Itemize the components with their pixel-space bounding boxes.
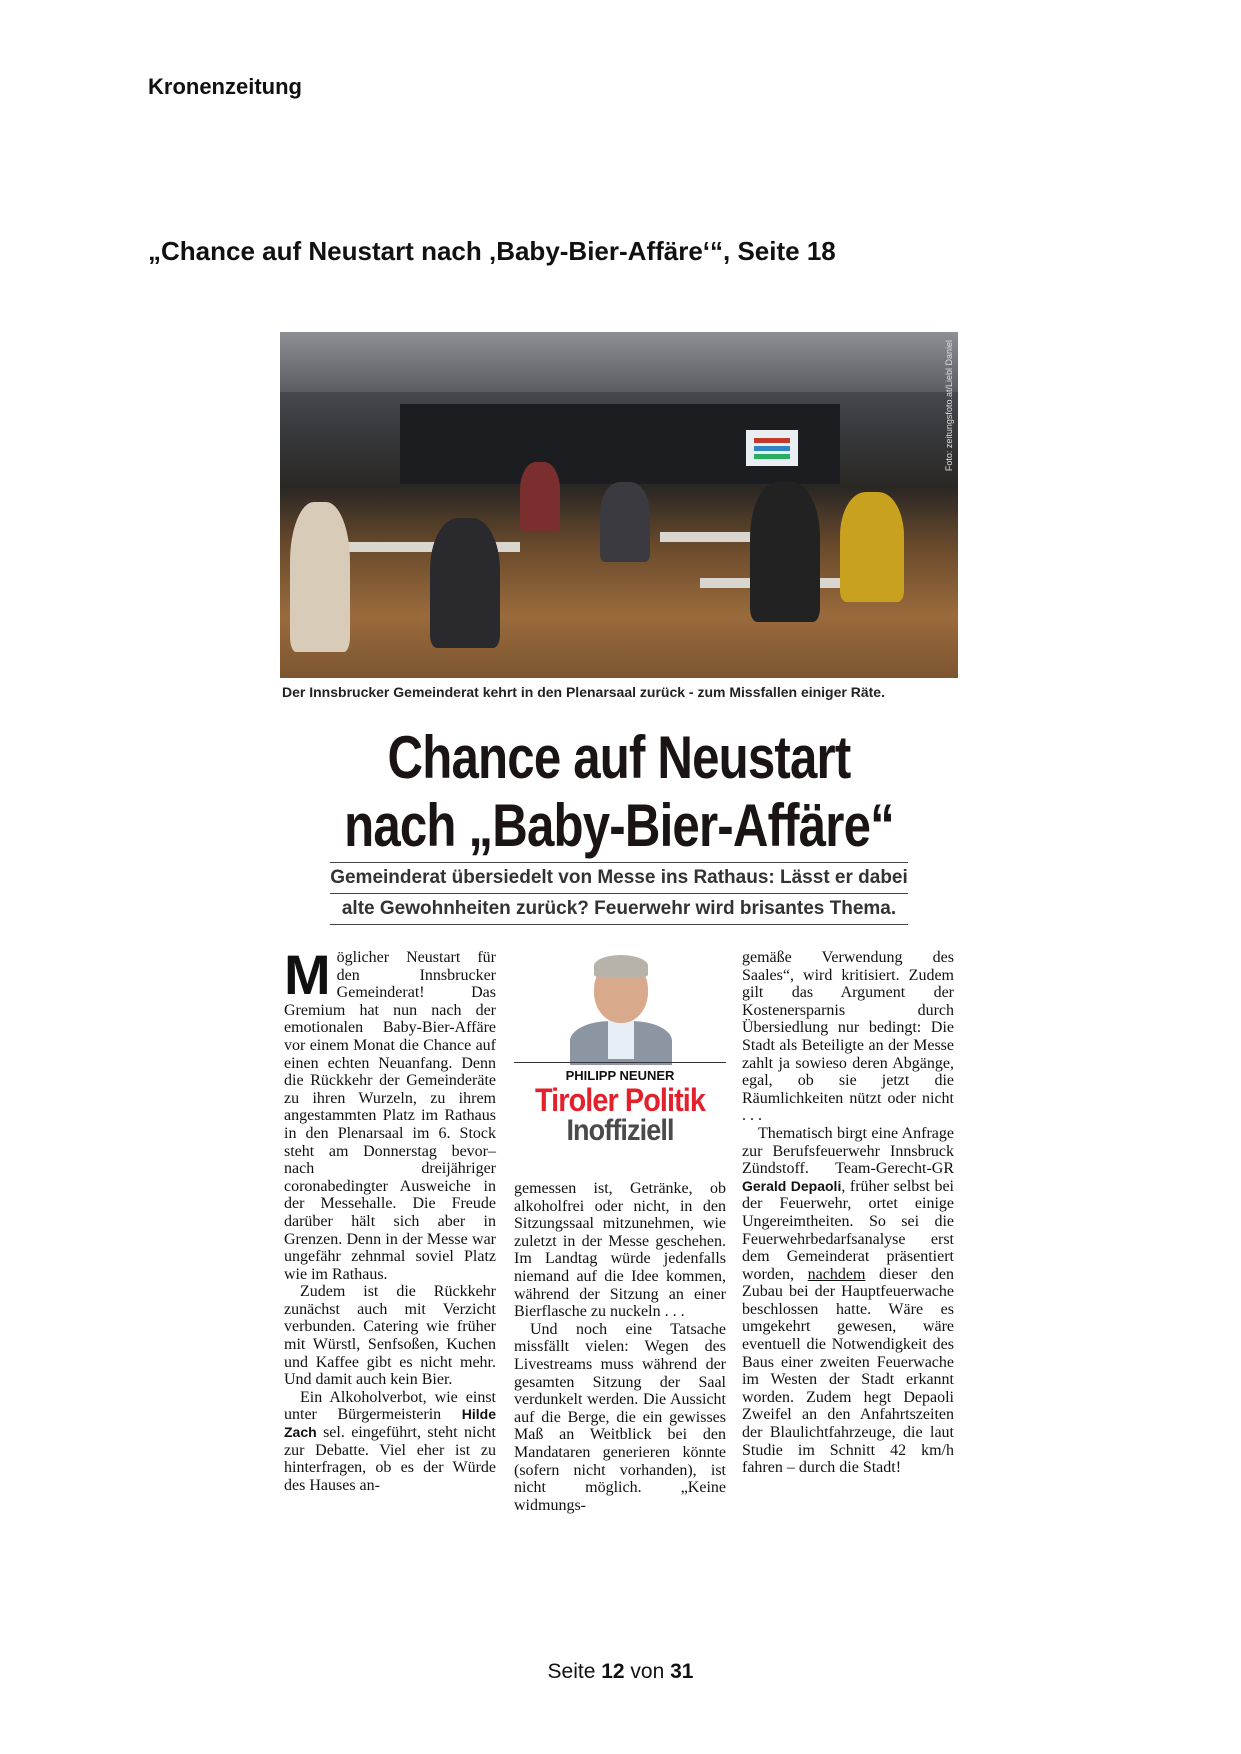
photo-person [750,482,820,622]
drop-cap: M [284,943,331,1006]
document-title: „Chance auf Neustart nach ‚Baby-Bier-Affäre‘“, Seite 18 [148,236,836,266]
article-column-3 [742,949,954,1477]
total-page-count: 31 [670,1660,694,1683]
col2-paragraph-1: gemessen ist, Getränke, ob alkoholfrei oder nicht, in den Sitzungssaal mitzunehmen, wie zuletzt in der Messe geschehen. Im Landtag würde jedenfalls niemand auf die Idee kommen, während der Sitzung an einer Bierflasche zu nuckeln . . . [514,1180,726,1321]
article-column-2 [514,1180,726,1514]
council-photo [280,332,958,678]
photo-caption: Der Innsbrucker Gemeinderat kehrt in den Plenarsaal zurück - zum Missfallen einiger Räte. [282,684,885,700]
col3-paragraph-2 [742,1125,954,1477]
person-name-hilde-zach: Hilde Zach [284,1406,496,1441]
footer-middle: von [624,1660,671,1683]
photo-screen [746,430,798,466]
col1-paragraph-1: öglicher Neustart für den Innsbrucker Gemeinderat! Das Gremium hat nun nach der emotionalen Baby-Bier-Affäre vor einem Monat die Chance auf einen echten Neuanfang. Denn die Rückkehr der Gemeinderäte zu ihren Wurzeln, zu ihrem angestammten Platz im Rathaus in den Plenarsaal im 6. Stock steht am Donnerstag bevor– nach dreijähriger coronabedingter Ausweiche in der Messehalle. Die Freude darüber hält sich aber in Grenzen. Denn in der Messe war ungefähr zehnmal soviel Platz wie im Rathaus. [284,949,496,1283]
col1-paragraph-3 [284,1389,496,1495]
headline-line-2: nach „Baby-Bier-Affäre“ [344,792,894,859]
current-page-number: 12 [601,1660,625,1683]
photo-ceiling [280,332,958,392]
photo-person [520,462,560,532]
footer-prefix: Seite [547,1660,602,1683]
col3-paragraph-1: gemäße Verwendung des Saales“, wird kritisiert. Zudem gilt das Argument der Kostenersparnis durch Übersiedlung nur bedingt: Die Stadt als Beteiligte an der Messe zahlt ja sowieso deren Abgänge, egal, ob sie jetzt die Räumlichkeiten nützt oder nicht . . . [742,949,954,1125]
photo-person [430,518,500,648]
source-name: Kronenzeitung [148,74,302,99]
column-subtitle: Inoffiziell [566,1114,674,1147]
person-name-gerald-depaoli: Gerald Depaoli [742,1177,842,1194]
column-divider [514,1062,726,1063]
col3-p2-text-c: dieser den Zubau bei der Hauptfeuerwache beschlossen hatte. Wäre es umgekehrt gewesen, wäre eventuell die Notwendigkeit des Baus einer zweiten Feuerwache im Westen der Stadt erkannt worden. Zudem hegt Depaoli Zweifel an den Anfahrtszeiten der Blaulichtfahrzeuge, die laut Studie im Schnitt 42 km/h fahren – durch die Stadt! [742,1265,954,1477]
headline-line-1: Chance auf Neustart [387,724,851,791]
photo-credit: Foto: zeitungsfoto.at/Liebl Daniel [944,340,954,472]
article-headline [341,724,897,860]
author-portrait [566,949,676,1065]
photo-person [290,502,350,652]
col1-p3-text-a: Ein Alkoholverbot, wie einst unter Bürgermeisterin [284,1388,496,1424]
column-author: PHILIPP NEUNER [565,1068,675,1083]
col2-paragraph-2: Und noch eine Tatsache missfällt vielen: Wegen des Livestreams muss während der gesamten Sitzung der Saal verdunkelt werden. Die Aussicht auf die Berge, die ein gewisses Maß an Weitblick bei den Mandataren generieren könnte (sofern nicht vorhanden), ist nicht möglich. „Keine widmungs- [514,1320,726,1514]
photo-person [600,482,650,562]
col3-p2-text-b: , früher selbst bei der Feuerwehr, ortet einige Ungereimtheiten. So sei die Feuerwehrbedarfsanalyse erst dem Gemeinderat präsentiert worden, [742,1177,955,1283]
article-column-1 [284,943,496,1494]
col3-p2-text-a: Thematisch birgt eine Anfrage zur Berufsfeuerwehr Innsbruck Zündstoff. Team-Gerecht-GR [742,1124,954,1178]
subhead-line-2: alte Gewohnheiten zurück? Feuerwehr wird brisantes Thema. [330,894,908,925]
col1-p3-text-b: sel. eingeführt, steht nicht zur Debatte. Viel eher ist zu hinterfragen, ob es der Würde des Hauses an- [284,1424,496,1494]
photo-person [840,492,904,602]
article-subheadline [330,862,908,925]
subhead-line-1: Gemeinderat übersiedelt von Messe ins Rathaus: Lässt er dabei [330,862,908,894]
col1-paragraph-2: Zudem ist die Rückkehr zunächst auch mit Verzicht verbunden. Catering wie früher mit Würstl, Senfsoßen, Kuchen und Kaffee gibt es nicht mehr. Und damit auch kein Bier. [284,1283,496,1389]
underlined-word: nachdem [807,1265,866,1283]
page-footer [0,1660,1241,1684]
column-title: Tiroler Politik [534,1082,706,1118]
